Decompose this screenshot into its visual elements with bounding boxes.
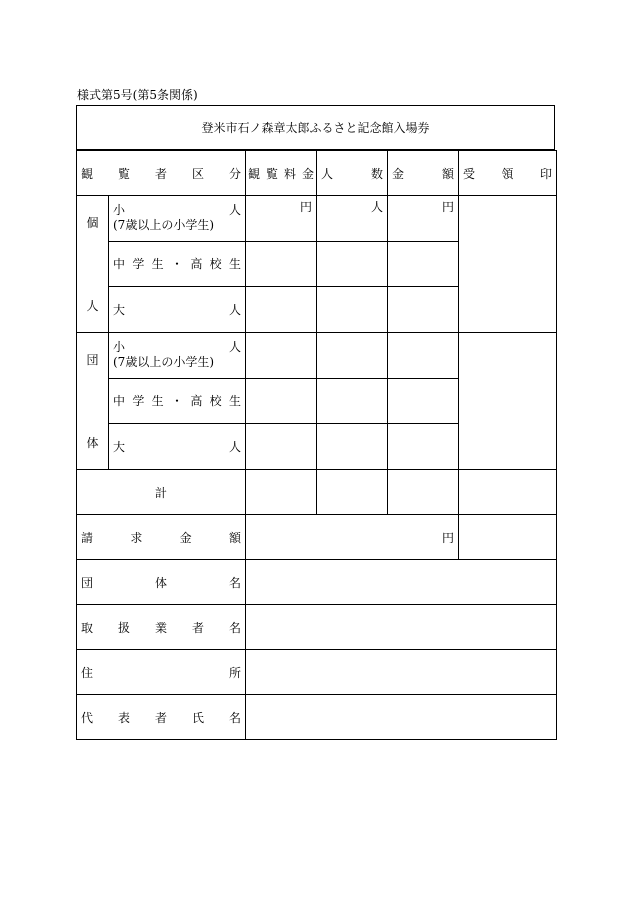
field-label-char: 求 — [130, 530, 143, 545]
group-name-label — [77, 560, 246, 605]
student-label-char: 生 — [228, 257, 241, 272]
field-label-char: 取 — [81, 620, 94, 635]
student-label-char: 学 — [132, 257, 145, 272]
count-cell[interactable] — [317, 287, 388, 333]
group-label-group: 団 体 — [77, 333, 109, 470]
field-label-char: 業 — [155, 620, 168, 635]
field-label-char: 名 — [229, 710, 242, 725]
field-label-char: 者 — [155, 710, 168, 725]
student-label-char: ・ — [170, 257, 183, 272]
row-student-individual — [109, 241, 246, 287]
header-fee-char: 料 — [283, 166, 296, 181]
field-label-char: 金 — [179, 530, 192, 545]
count-cell[interactable] — [317, 378, 388, 424]
request-amount-field[interactable]: 円 — [246, 515, 459, 560]
student-label-char: 校 — [209, 257, 222, 272]
header-count-char: 人 — [321, 166, 334, 181]
fee-cell[interactable] — [246, 333, 317, 379]
header-fee-char: 覧 — [266, 166, 279, 181]
field-label-char: 名 — [229, 575, 242, 590]
address-field[interactable] — [246, 650, 557, 695]
row-child-group: 小 人 (7歳以上の小学生) — [109, 333, 246, 379]
group-name-field[interactable] — [246, 560, 557, 605]
form-number-caption: 様式第5号(第5条関係) — [77, 88, 198, 102]
request-amount-label — [77, 515, 246, 560]
header-count-char: 数 — [371, 166, 384, 181]
student-label-char: 生 — [151, 257, 164, 272]
field-label-char: 表 — [118, 710, 131, 725]
field-label-char: 額 — [228, 530, 241, 545]
fee-cell[interactable] — [246, 378, 317, 424]
field-label-char: 者 — [192, 620, 205, 635]
header-category-char: 者 — [155, 166, 168, 181]
representative-field[interactable] — [246, 695, 557, 740]
handler-field[interactable] — [246, 605, 557, 650]
header-count — [317, 151, 388, 196]
amount-cell[interactable] — [388, 241, 459, 287]
student-label-char: 生 — [228, 394, 241, 409]
field-label-char: 請 — [81, 530, 94, 545]
count-cell[interactable] — [317, 241, 388, 287]
group-label-individual: 個 人 — [77, 196, 109, 333]
header-stamp — [459, 151, 557, 196]
header-amount — [388, 151, 459, 196]
field-label-char: 名 — [229, 620, 242, 635]
count-cell[interactable] — [317, 333, 388, 379]
count-cell[interactable] — [317, 424, 388, 470]
header-amount-char: 額 — [442, 166, 455, 181]
stamp-cell-group[interactable] — [459, 333, 557, 470]
header-stamp-char: 領 — [501, 166, 514, 181]
stamp-cell-individual[interactable] — [459, 196, 557, 333]
amount-cell[interactable] — [388, 424, 459, 470]
ticket-form-table — [76, 150, 557, 740]
total-amount-cell[interactable] — [388, 470, 459, 515]
field-label-char: 団 — [81, 575, 94, 590]
amount-cell[interactable] — [388, 378, 459, 424]
field-label-char: 所 — [229, 665, 242, 680]
row-adult-group: 大 人 — [109, 424, 246, 470]
amount-unit[interactable]: 円 — [388, 196, 459, 242]
header-fee-char: 観 — [248, 166, 261, 181]
row-student-group — [109, 378, 246, 424]
fee-cell[interactable] — [246, 424, 317, 470]
student-label-char: 中 — [113, 257, 126, 272]
address-label — [77, 650, 246, 695]
row-child-individual: 小 人 (7歳以上の小学生) — [109, 196, 246, 242]
student-label-char: 高 — [190, 394, 203, 409]
amount-cell[interactable] — [388, 333, 459, 379]
representative-label — [77, 695, 246, 740]
student-label-char: 高 — [190, 257, 203, 272]
header-category-char: 区 — [192, 166, 205, 181]
fee-cell[interactable] — [246, 241, 317, 287]
header-fee — [246, 151, 317, 196]
total-stamp-cell[interactable] — [459, 470, 557, 515]
header-fee-char: 金 — [301, 166, 314, 181]
field-label-char: 代 — [81, 710, 94, 725]
field-label-char: 体 — [155, 575, 168, 590]
header-stamp-char: 受 — [463, 166, 476, 181]
count-unit[interactable]: 人 — [317, 196, 388, 242]
total-label: 計 — [77, 470, 246, 515]
amount-cell[interactable] — [388, 287, 459, 333]
fee-unit[interactable]: 円 — [246, 196, 317, 242]
handler-label — [77, 605, 246, 650]
student-label-char: ・ — [170, 394, 183, 409]
header-amount-char: 金 — [392, 166, 405, 181]
header-stamp-char: 印 — [539, 166, 552, 181]
ticket-title: 登米市石ノ森章太郎ふるさと記念館入場券 — [76, 105, 555, 150]
field-label-char: 扱 — [118, 620, 131, 635]
total-count-cell[interactable] — [317, 470, 388, 515]
field-label-char: 氏 — [192, 710, 205, 725]
student-label-char: 中 — [113, 394, 126, 409]
total-fee-cell[interactable] — [246, 470, 317, 515]
student-label-char: 生 — [151, 394, 164, 409]
student-label-char: 校 — [209, 394, 222, 409]
request-amount-extra[interactable] — [459, 515, 557, 560]
header-category-char: 覧 — [118, 166, 131, 181]
fee-cell[interactable] — [246, 287, 317, 333]
row-adult-individual: 大 人 — [109, 287, 246, 333]
header-category — [77, 151, 246, 196]
student-label-char: 学 — [132, 394, 145, 409]
field-label-char: 住 — [81, 665, 94, 680]
header-category-char: 分 — [229, 166, 242, 181]
header-category-char: 観 — [81, 166, 94, 181]
